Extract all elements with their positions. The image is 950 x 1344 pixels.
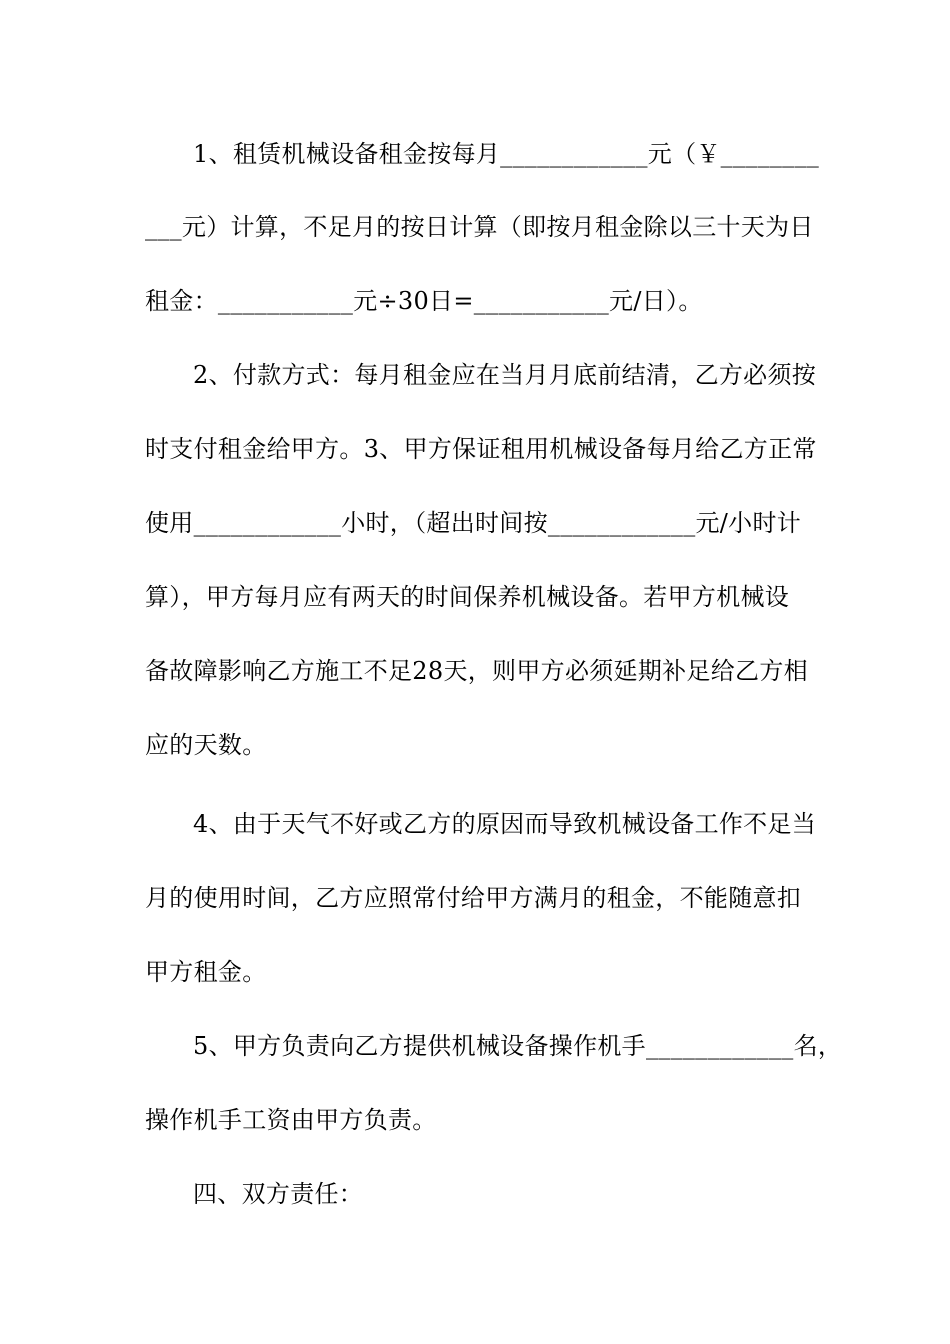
- section-heading: 四、双方责任：: [193, 1180, 364, 1208]
- clause-3-line-3: 使用____________小时，（超出时间按____________元/小时计: [145, 509, 802, 537]
- clause-5-line-1: 5、甲方负责向乙方提供机械设备操作机手____________名，: [193, 1032, 843, 1060]
- clause-1-line-3: 租金：___________元÷30日=___________元/日）。: [145, 287, 703, 315]
- clause-2-line-1: 2、付款方式：每月租金应在当月月底前结清，乙方必须按: [193, 361, 817, 389]
- clause-3-line-6: 应的天数。: [145, 731, 267, 759]
- clause-3-line-4: 算），甲方每月应有两天的时间保养机械设备。若甲方机械设: [145, 583, 790, 611]
- clause-2-3-line-2: 时支付租金给甲方。3、甲方保证租用机械设备每月给乙方正常: [145, 435, 817, 463]
- clause-1-line-2: ___元）计算，不足月的按日计算（即按月租金除以三十天为日: [145, 213, 814, 241]
- clause-4-line-3: 甲方租金。: [145, 958, 267, 986]
- clause-4-line-2: 月的使用时间，乙方应照常付给甲方满月的租金，不能随意扣: [145, 884, 802, 912]
- clause-3-line-5: 备故障影响乙方施工不足28天，则甲方必须延期补足给乙方相: [145, 657, 808, 685]
- clause-4-line-1: 4、由于天气不好或乙方的原因而导致机械设备工作不足当: [193, 810, 817, 838]
- clause-1-line-1: 1、租赁机械设备租金按每月____________元（￥________: [193, 140, 820, 168]
- clause-5-line-2: 操作机手工资由甲方负责。: [145, 1106, 437, 1134]
